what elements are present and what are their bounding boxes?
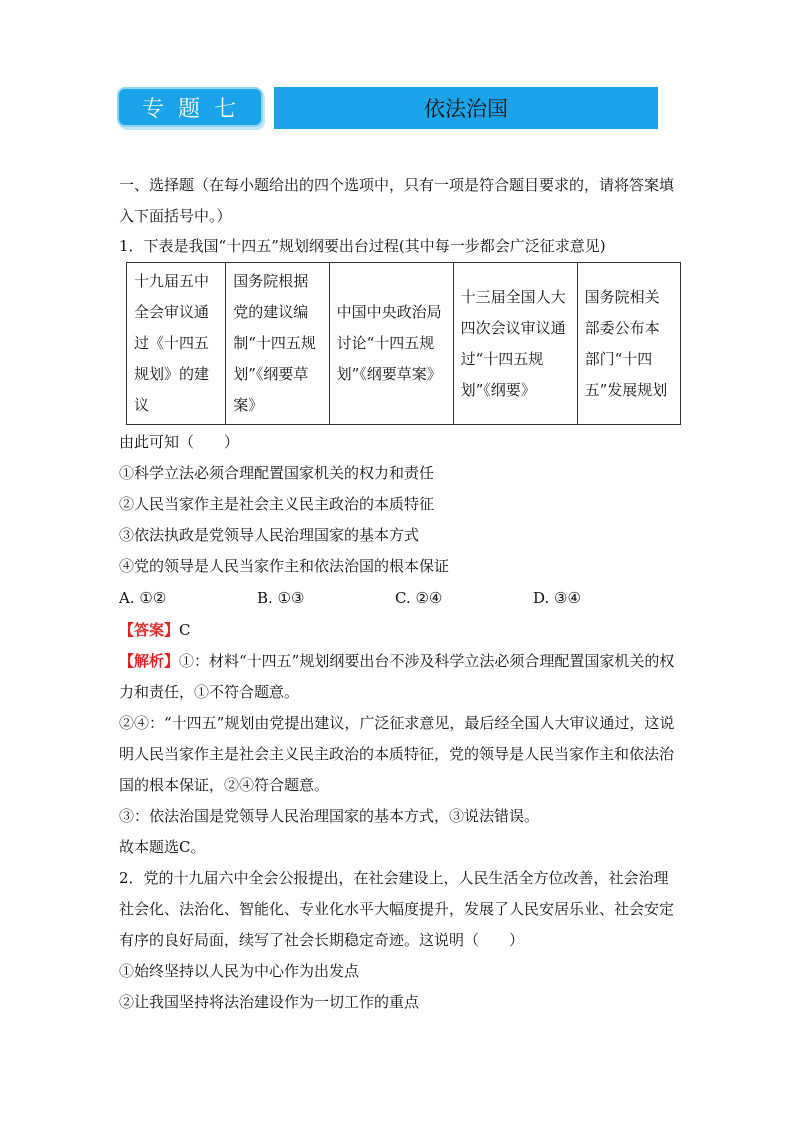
option-d: D. ③④ (533, 589, 581, 607)
answer-options (119, 583, 679, 614)
analysis-paragraph: 故本题选C。 (119, 838, 206, 856)
answer-tag: 【答案】 (119, 621, 180, 639)
statement-item: ①科学立法必须合理配置国家机关的权力和责任 (119, 464, 435, 482)
option-a: A. ①② (119, 589, 167, 607)
statement-item: ②人民当家作主是社会主义民主政治的本质特征 (119, 495, 435, 513)
statement-item: ②让我国坚持将法治建设作为一切工作的重点 (119, 993, 420, 1011)
table-cell: 十三届全国人大四次会议审议通过“十四五规划”《纲要》 (453, 263, 577, 425)
topic-title: 依法治国 (274, 87, 658, 129)
table-cell: 国务院相关部委公布本部门“十四五”发展规划 (577, 263, 680, 425)
statement-item: ③依法执政是党领导人民治理国家的基本方式 (119, 526, 420, 544)
table-cell: 十九届五中全会审议通过《十四五规划》的建议 (127, 263, 226, 425)
question-2-title: 2．党的十九届六中全会公报提出，在社会建设上，人民生活全方位改善，社会治理社会化、法治化、智能化、专业化水平大幅度提升，发展了人民安居乐业、社会安定有序的良好局面，续写了社会长期稳定奇迹。这说明（ ） (119, 869, 675, 949)
statement-item: ④党的领导是人民当家作主和依法治国的根本保证 (119, 557, 450, 575)
option-b: B. ①③ (257, 589, 305, 607)
analysis-text: ①：材料“十四五”规划纲要出台不涉及科学立法必须合理配置国家机关的权力和责任，①不符合题意。 (119, 652, 675, 701)
statement-item: ①始终坚持以人民为中心作为出发点 (119, 962, 360, 980)
answer-value: C (179, 621, 191, 639)
table-cell: 国务院根据党的建议编制“十四五规划”《纲要草案》 (226, 263, 329, 425)
answer-line (119, 615, 679, 646)
analysis-tag: 【解析】 (119, 652, 180, 670)
process-table (126, 262, 681, 425)
analysis-paragraph: ③：依法治国是党领导人民治理国家的基本方式，③说法错误。 (119, 807, 540, 825)
question-1-stem: 由此可知（ ） (119, 433, 240, 451)
analysis-paragraph: ②④：“十四五”规划由党提出建议，广泛征求意见，最后经全国人大审议通过，这说明人民当家作主是社会主义民主政治的本质特征，党的领导是人民当家作主和依法治国的根本保证，②④符合题意。 (119, 714, 675, 794)
table-cell: 中国中央政治局讨论“十四五规划”《纲要草案》 (329, 263, 453, 425)
question-1-title: 1．下表是我国“十四五”规划纲要出台过程(其中每一步都会广泛征求意见) (119, 237, 606, 255)
topic-badge: 专题七 (117, 87, 263, 127)
document-body (119, 170, 679, 1018)
section-title: 一、选择题（在每小题给出的四个选项中，只有一项是符合题目要求的，请将答案填入下面括号中。） (119, 176, 675, 225)
option-c: C. ②④ (395, 589, 443, 607)
table-row (127, 263, 681, 425)
analysis-paragraph (119, 646, 679, 708)
